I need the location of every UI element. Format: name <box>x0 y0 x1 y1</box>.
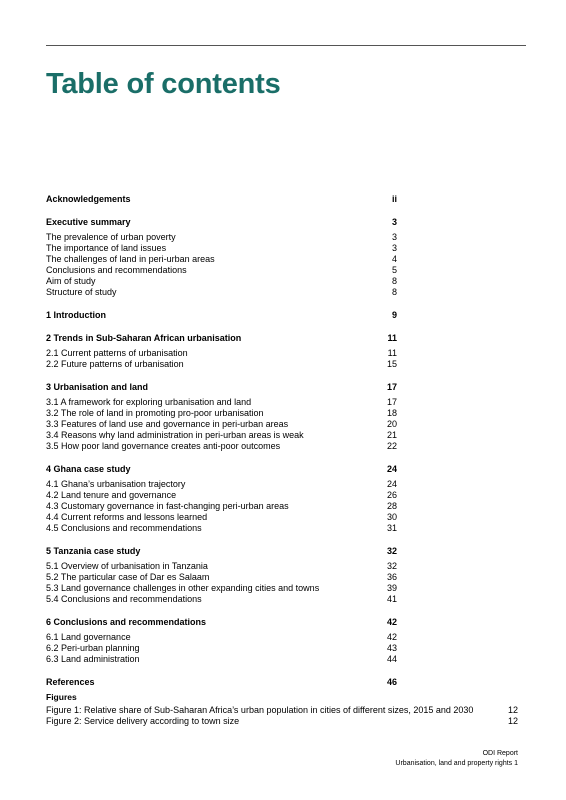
toc-entry-title: 5 Tanzania case study <box>46 546 141 556</box>
figure-entry-page-number: 12 <box>507 705 518 715</box>
toc-section-entry[interactable] <box>46 382 397 393</box>
toc-subsection-entry[interactable] <box>46 654 397 665</box>
toc-entry-page-number: ii <box>391 194 397 204</box>
toc-entry-title: 6.1 Land governance <box>46 632 131 642</box>
toc-entry-title: 5.2 The particular case of Dar es Salaam <box>46 572 210 582</box>
toc-entry-page-number: 46 <box>386 677 397 687</box>
toc-entry-page-number: 21 <box>386 430 397 440</box>
toc-entry-title: 3 Urbanisation and land <box>46 382 149 392</box>
toc-subsection-entry[interactable] <box>46 276 397 287</box>
toc-subsection-entry[interactable] <box>46 430 397 441</box>
toc-entry-page-number: 32 <box>386 561 397 571</box>
toc-entry-page-number: 28 <box>386 501 397 511</box>
toc-subsection-entry[interactable] <box>46 523 397 534</box>
toc-entry-page-number: 39 <box>386 583 397 593</box>
toc-entry-page-number: 18 <box>386 408 397 418</box>
toc-subsection-entry[interactable] <box>46 441 397 452</box>
toc-entry-title: 3.2 The role of land in promoting pro-poor urbanisation <box>46 408 264 418</box>
toc-entry-title: 5.3 Land governance challenges in other expanding cities and towns <box>46 583 320 593</box>
toc-entry-page-number: 11 <box>387 333 397 343</box>
toc-entry-title: 6.3 Land administration <box>46 654 140 664</box>
toc-entry-title: 5.4 Conclusions and recommendations <box>46 594 202 604</box>
toc-entry-title: 3.5 How poor land governance creates anti-poor outcomes <box>46 441 281 451</box>
toc-entry-title: 2.2 Future patterns of urbanisation <box>46 359 184 369</box>
toc-section-entry[interactable] <box>46 546 397 557</box>
toc-entry-page-number: 8 <box>391 276 397 286</box>
toc-subsection-entry[interactable] <box>46 254 397 265</box>
toc-subsection-entry[interactable] <box>46 594 397 605</box>
toc-subsection-entry[interactable] <box>46 265 397 276</box>
toc-entry-page-number: 3 <box>391 243 397 253</box>
toc-subsection-entry[interactable] <box>46 479 397 490</box>
figure-entry-title: Figure 2: Service delivery according to town size <box>46 716 240 726</box>
toc-entry-page-number: 41 <box>386 594 397 604</box>
toc-subsection-entry[interactable] <box>46 397 397 408</box>
toc-subsection-entry[interactable] <box>46 243 397 254</box>
toc-subsection-entry[interactable] <box>46 359 397 370</box>
figures-heading: Figures <box>46 692 77 702</box>
toc-entry-page-number: 42 <box>386 632 397 642</box>
toc-section-entry[interactable] <box>46 333 397 344</box>
toc-entry-title: 3.3 Features of land use and governance in peri-urban areas <box>46 419 289 429</box>
toc-entry-title: References <box>46 677 95 687</box>
footer-report-name: ODI Report <box>482 750 518 757</box>
header-rule <box>46 45 526 46</box>
toc-entry-title: 2 Trends in Sub-Saharan African urbanisation <box>46 333 242 343</box>
toc-subsection-entry[interactable] <box>46 572 397 583</box>
toc-entry-title: 4.3 Customary governance in fast-changing peri-urban areas <box>46 501 289 511</box>
toc-entry-page-number: 9 <box>391 310 397 320</box>
toc-section-entry[interactable] <box>46 194 397 205</box>
toc-entry-page-number: 30 <box>386 512 397 522</box>
toc-entry-title: 1 Introduction <box>46 310 106 320</box>
figure-entry-page-number: 12 <box>507 716 518 726</box>
toc-entry-page-number: 20 <box>386 419 397 429</box>
toc-entry-title: The challenges of land in peri-urban areas <box>46 254 215 264</box>
figure-list-entry[interactable] <box>46 716 518 727</box>
toc-entry-page-number: 24 <box>386 464 397 474</box>
toc-section-entry[interactable] <box>46 310 397 321</box>
toc-subsection-entry[interactable] <box>46 632 397 643</box>
toc-entry-title: 4.2 Land tenure and governance <box>46 490 177 500</box>
toc-entry-title: 6.2 Peri-urban planning <box>46 643 140 653</box>
toc-entry-page-number: 8 <box>391 287 397 297</box>
toc-subsection-entry[interactable] <box>46 501 397 512</box>
toc-entry-page-number: 11 <box>387 348 397 358</box>
toc-entry-page-number: 32 <box>386 546 397 556</box>
toc-entry-page-number: 43 <box>386 643 397 653</box>
toc-entry-title: 3.4 Reasons why land administration in peri-urban areas is weak <box>46 430 304 440</box>
toc-entry-page-number: 24 <box>386 479 397 489</box>
figure-entry-title: Figure 1: Relative share of Sub-Saharan Africa’s urban population in cities of different sizes, 2015 and 2030 <box>46 705 474 715</box>
toc-entry-title: 4.1 Ghana’s urbanisation trajectory <box>46 479 186 489</box>
toc-entry-page-number: 15 <box>386 359 397 369</box>
toc-entry-page-number: 44 <box>386 654 397 664</box>
toc-entry-title: Acknowledgements <box>46 194 131 204</box>
page-title: Table of contents <box>46 68 281 100</box>
toc-entry-title: 4.5 Conclusions and recommendations <box>46 523 202 533</box>
toc-entry-title: 6 Conclusions and recommendations <box>46 617 207 627</box>
toc-entry-title: 4 Ghana case study <box>46 464 131 474</box>
footer-report-title: Urbanisation, land and property rights 1 <box>395 760 518 767</box>
toc-entry-title: 3.1 A framework for exploring urbanisation and land <box>46 397 252 407</box>
toc-subsection-entry[interactable] <box>46 287 397 298</box>
toc-entry-title: 4.4 Current reforms and lessons learned <box>46 512 208 522</box>
toc-entry-page-number: 26 <box>386 490 397 500</box>
toc-entry-title: Executive summary <box>46 217 131 227</box>
toc-entry-title: Structure of study <box>46 287 117 297</box>
toc-section-entry[interactable] <box>46 217 397 228</box>
toc-entry-page-number: 36 <box>386 572 397 582</box>
toc-subsection-entry[interactable] <box>46 512 397 523</box>
toc-subsection-entry[interactable] <box>46 408 397 419</box>
toc-entry-page-number: 4 <box>391 254 397 264</box>
table-of-contents <box>46 194 397 688</box>
toc-entry-title: The prevalence of urban poverty <box>46 232 176 242</box>
toc-entry-page-number: 3 <box>391 232 397 242</box>
toc-entry-title: Conclusions and recommendations <box>46 265 187 275</box>
figure-list-entry[interactable] <box>46 705 518 716</box>
toc-subsection-entry[interactable] <box>46 583 397 594</box>
figures-list <box>46 692 518 727</box>
toc-subsection-entry[interactable] <box>46 643 397 654</box>
toc-entry-title: The importance of land issues <box>46 243 167 253</box>
toc-subsection-entry[interactable] <box>46 490 397 501</box>
toc-section-entry[interactable] <box>46 617 397 628</box>
toc-entry-page-number: 5 <box>391 265 397 275</box>
toc-entry-page-number: 17 <box>386 382 397 392</box>
toc-subsection-entry[interactable] <box>46 232 397 243</box>
toc-entry-page-number: 42 <box>386 617 397 627</box>
toc-entry-title: Aim of study <box>46 276 96 286</box>
toc-entry-page-number: 31 <box>386 523 397 533</box>
toc-entry-page-number: 17 <box>386 397 397 407</box>
toc-subsection-entry[interactable] <box>46 419 397 430</box>
toc-entry-page-number: 22 <box>386 441 397 451</box>
toc-entry-title: 2.1 Current patterns of urbanisation <box>46 348 188 358</box>
toc-subsection-entry[interactable] <box>46 561 397 572</box>
page-footer <box>395 749 518 769</box>
toc-subsection-entry[interactable] <box>46 348 397 359</box>
toc-entry-title: 5.1 Overview of urbanisation in Tanzania <box>46 561 208 571</box>
toc-section-entry[interactable] <box>46 464 397 475</box>
toc-section-entry[interactable] <box>46 677 397 688</box>
toc-entry-page-number: 3 <box>391 217 397 227</box>
